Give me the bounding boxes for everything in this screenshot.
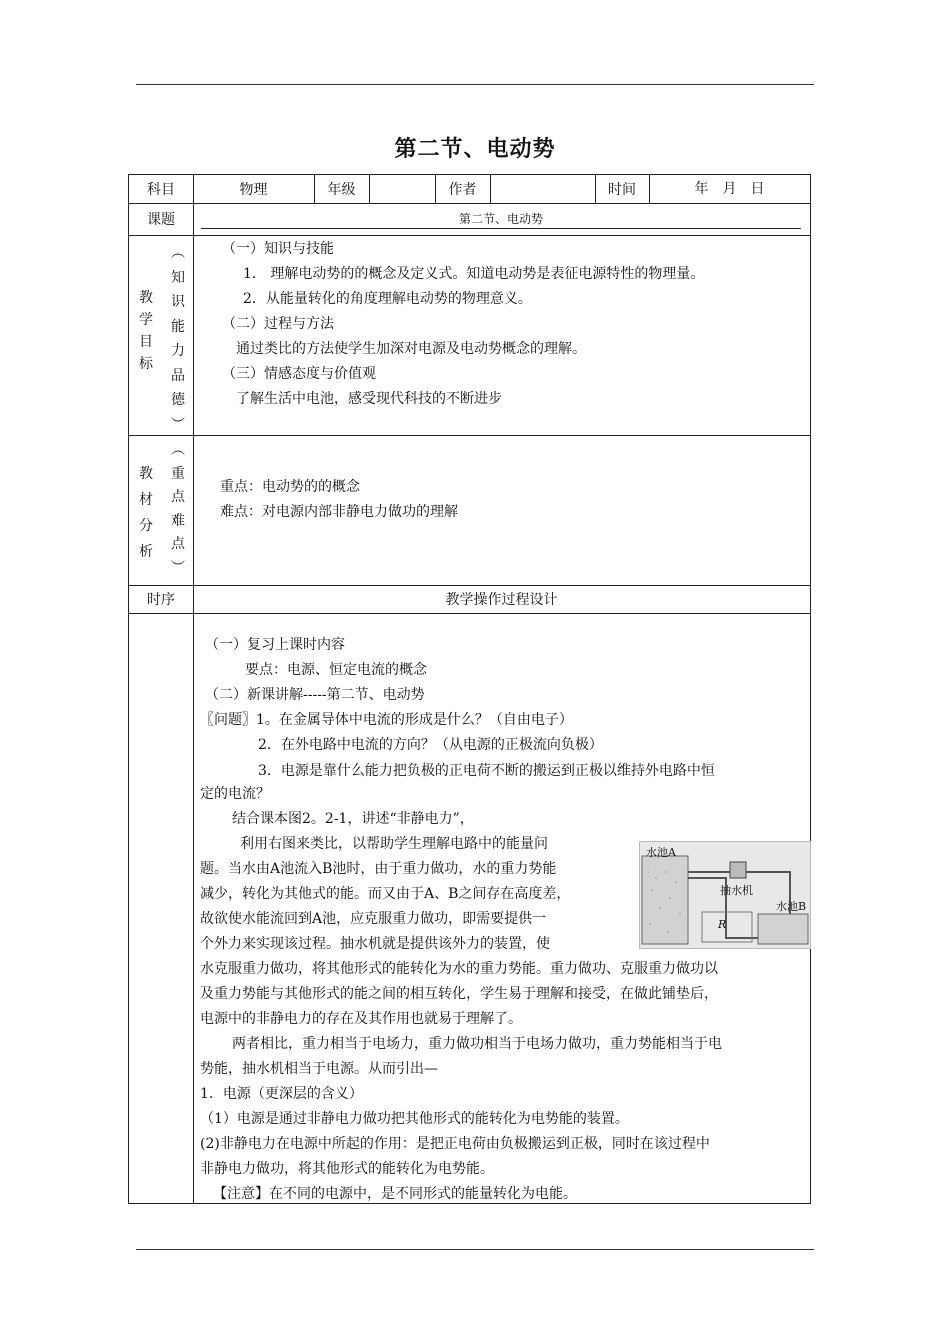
- author-value: [490, 175, 595, 203]
- label-char: 目: [139, 334, 153, 350]
- objective-line: 通过类比的方法使学生加深对电源及电动势概念的理解。: [236, 341, 586, 357]
- content-line: 定的电流？: [200, 786, 270, 802]
- content-line: 电源中的非静电力的存在及其作用也就易于理解了。: [200, 1011, 522, 1027]
- content-line: 利用右图来类比，以帮助学生理解电路中的能量问: [240, 836, 548, 852]
- content-line: （二）新课讲解-----第二节、电动势: [205, 687, 425, 703]
- content-line: 减少，转化为其他式的能。而又由于A、B之间存在高度差，: [200, 886, 571, 902]
- label-char: 重: [171, 465, 185, 482]
- label-char: 标: [139, 356, 153, 372]
- content-line: 个外力来实现该过程。抽水机就是提供该外力的装置，使: [200, 936, 550, 952]
- objective-line: （一）知识与技能: [222, 241, 334, 257]
- row-divider: [129, 203, 810, 204]
- analysis-sublabel: [167, 439, 189, 580]
- header-rule: [136, 84, 814, 85]
- content-line: 要点：电源、恒定电流的概念: [245, 662, 427, 678]
- subject-value: 物理: [239, 182, 268, 198]
- label-char: 品: [171, 367, 185, 384]
- label-char: ︶: [171, 559, 185, 576]
- content-line: （1）电源是通过非静电力做功把其他形式的能转化为电势能的装置。: [200, 1111, 629, 1127]
- label-char: 材: [139, 492, 153, 508]
- page-title: 第二节、电动势: [394, 137, 556, 162]
- label-char: 德: [171, 392, 185, 408]
- grade-label: 年级: [327, 182, 356, 198]
- resistor-label: R: [718, 918, 727, 931]
- row-divider: [129, 235, 810, 236]
- footer-rule: [136, 1249, 814, 1250]
- grade-value: [369, 175, 435, 203]
- content-line: 非静电力做功，将其他形式的能转化为电势能。: [200, 1161, 494, 1177]
- objectives-label: [135, 287, 157, 375]
- objective-line: （三）情感态度与价值观: [222, 366, 376, 382]
- label-char: ︵: [171, 245, 185, 261]
- sequence-value: 教学操作过程设计: [445, 592, 558, 608]
- time-value: 年 月 日: [694, 181, 765, 197]
- objective-line: （二）过程与方法: [222, 316, 334, 332]
- author-label: 作者: [448, 182, 477, 198]
- label-char: 能: [171, 318, 185, 335]
- objectives-sublabel: [167, 241, 189, 437]
- difficult-point: 难点：对电源内部非静电力做功的理解: [220, 504, 458, 520]
- content-line: (2)非静电力在电源中所起的作用：是把正电荷由负极搬运到正极，同时在该过程中: [200, 1136, 710, 1152]
- label-char: ︵: [171, 442, 185, 458]
- row-divider: [129, 613, 810, 614]
- pump-label: 抽水机: [720, 884, 753, 897]
- objective-line: 2．从能量转化的角度理解电动势的物理意义。: [243, 291, 532, 307]
- label-char: 难: [171, 512, 185, 529]
- label-char: 析: [139, 544, 153, 560]
- key-point: 重点：电动势的的概念: [220, 479, 360, 495]
- analysis-label: [135, 461, 157, 565]
- col-divider: [193, 203, 194, 1203]
- content-line: （一）复习上课时内容: [205, 637, 345, 653]
- tank-b-label: 水池B: [776, 900, 807, 913]
- content-line: 〖问题〗1。在金属导体中电流的形成是什么？（自由电子）: [200, 712, 573, 728]
- tank-a-label: 水池A: [646, 846, 676, 859]
- objective-line: 了解生活中电池，感受现代科技的不断进步: [236, 391, 502, 407]
- label-char: 知: [171, 269, 185, 286]
- label-char: ︶: [171, 416, 185, 433]
- content-line: 及重力势能与其他形式的能之间的相互转化，学生易于理解和接受，在做此铺垫后，: [200, 986, 718, 1002]
- objective-line: 1． 理解电动势的的概念及定义式。知道电动势是表征电源特性的物理量。: [243, 266, 705, 282]
- label-char: 分: [139, 518, 153, 534]
- label-char: 点: [171, 536, 185, 552]
- content-line: 1．电源（更深层的含义）: [200, 1086, 363, 1102]
- sequence-label: 时序: [147, 592, 175, 608]
- content-line: 势能，抽水机相当于电源。从而引出—: [200, 1061, 438, 1077]
- water-pump-analogy-figure: [639, 841, 811, 949]
- label-char: 力: [171, 343, 185, 359]
- content-line: 水克服重力做功，将其他形式的能转化为水的重力势能。重力做功、克服重力做功以: [200, 961, 718, 977]
- topic-value: 第二节、电动势: [201, 209, 801, 229]
- content-line: 两者相比，重力相当于电场力，重力做功相当于电场力做功，重力势能相当于电: [232, 1036, 722, 1052]
- subject-label: 科目: [147, 182, 175, 198]
- content-line: 【注意】在不同的电源中，是不同形式的能量转化为电能。: [213, 1186, 577, 1202]
- content-line: 故欲使水能流回到A池，应克服重力做功，即需要提供一: [200, 911, 547, 927]
- content-line: 题。当水由A池流入B池时，由于重力做功，水的重力势能: [200, 861, 557, 877]
- label-char: 教: [139, 466, 153, 482]
- content-line: 2．在外电路中电流的方向？（从电源的正极流向负极）: [258, 737, 603, 753]
- content-line: 3．电源是靠什么能力把负极的正电荷不断的搬运到正极以维持外电路中恒: [258, 763, 715, 779]
- topic-label: 课题: [147, 212, 175, 228]
- content-line: 结合课本图2。2-1，讲述“非静电力”，: [232, 811, 474, 827]
- label-char: 教: [139, 290, 153, 306]
- row-divider: [129, 435, 810, 436]
- label-char: 学: [139, 312, 153, 328]
- label-char: 识: [171, 294, 185, 310]
- label-char: 点: [171, 489, 185, 505]
- time-label: 时间: [608, 182, 636, 198]
